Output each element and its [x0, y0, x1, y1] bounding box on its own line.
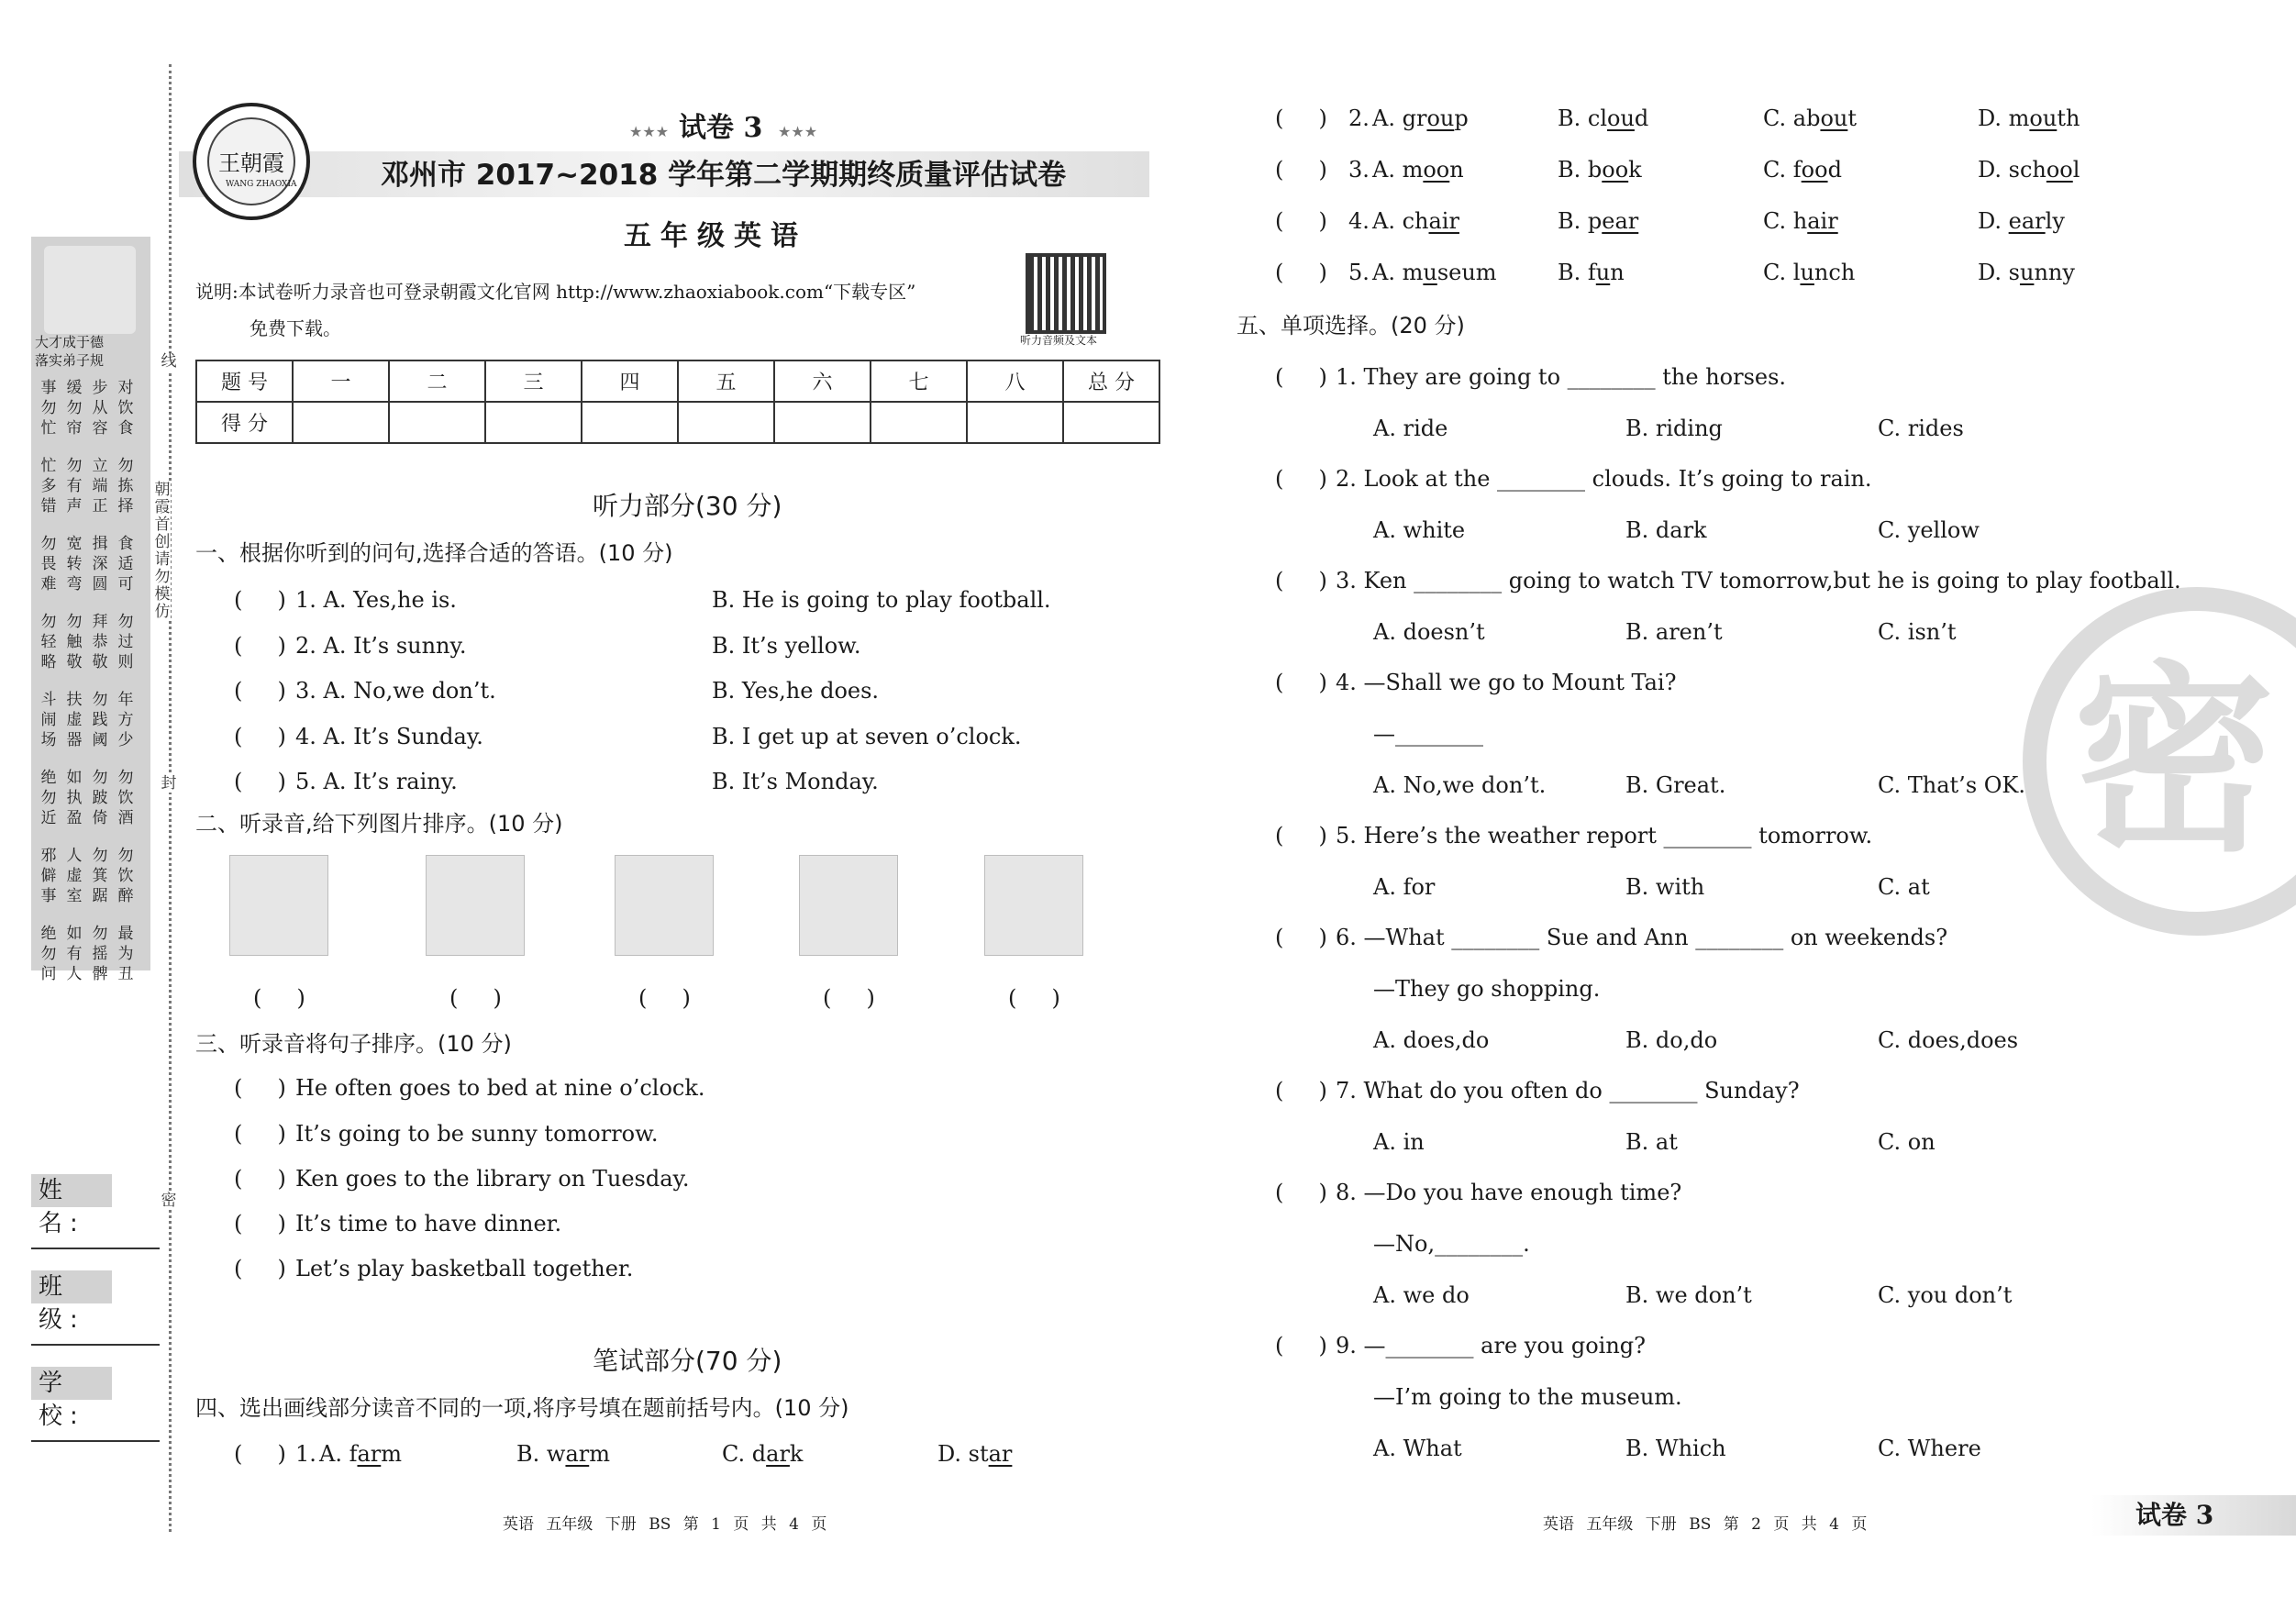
option-b: B. I get up at seven o’clock.: [712, 724, 1022, 749]
motto-column: 勿践阈: [92, 691, 108, 749]
question-text: 9. —________ are you going?: [1336, 1333, 1647, 1359]
phonics-option: [1372, 208, 1459, 234]
word-part: A. m: [1372, 260, 1424, 285]
word-part: ly: [2045, 208, 2065, 234]
word-part: nch: [1814, 260, 1856, 285]
phonics-option: [1763, 208, 1838, 234]
sentence: It’s time to have dinner.: [295, 1211, 562, 1237]
underlined-letters: ou: [1607, 105, 1635, 131]
answer-bracket[interactable]: ( ): [234, 1075, 286, 1101]
word-part: A. gr: [1372, 105, 1427, 131]
score-table-cell: 五: [678, 360, 774, 402]
underlined-letters: ar: [357, 1441, 382, 1467]
motto-column: 食适可: [117, 535, 134, 593]
class-line[interactable]: [31, 1344, 160, 1346]
phonics-option: [1978, 260, 2075, 285]
listening-title: 听力部分(30 分): [593, 491, 782, 521]
word-part: th: [2057, 105, 2080, 131]
choice-b: B. Great.: [1625, 772, 1726, 798]
answer-bracket[interactable]: ( ): [234, 633, 286, 659]
dialogue-line: —No,________.: [1373, 1231, 1530, 1257]
word-part: D. s: [1978, 260, 2020, 285]
choice-b: B. Which: [1625, 1436, 1726, 1461]
answer-bracket[interactable]: ( ): [234, 1441, 286, 1467]
word-part: D. m: [1978, 105, 2030, 131]
underlined-letters: u: [2019, 260, 2035, 285]
phonics-option: [1558, 208, 1638, 234]
score-table-cell: 三: [485, 360, 582, 402]
phonics-option: [722, 1441, 803, 1467]
binding-mark-bottom: 密: [161, 1192, 177, 1210]
choice-b: B. riding: [1625, 416, 1723, 441]
underlined-letters: ar: [565, 1441, 590, 1467]
motto-column: 勿饮酒: [117, 769, 134, 827]
word-part: A. f: [319, 1441, 358, 1467]
option-a: 5. A. It’s rainy.: [295, 769, 458, 794]
section-3-heading: 三、听录音将句子排序。(10 分): [195, 1031, 512, 1057]
written-title: 笔试部分(70 分): [593, 1346, 782, 1376]
option-b: B. It’s Monday.: [712, 769, 879, 794]
phonics-option: [1978, 157, 2080, 183]
exam-subject: 五年级英语: [624, 220, 807, 252]
motto-column: 如执盈: [66, 769, 83, 827]
motto-column: 忙多错: [40, 457, 57, 516]
section-1-heading: 一、根据你听到的问句,选择合适的答语。(10 分): [195, 540, 673, 566]
answer-bracket[interactable]: ( ): [234, 587, 286, 613]
answer-bracket[interactable]: ( ): [1275, 568, 1327, 593]
motto-column: 勿饮醉: [117, 847, 134, 905]
word-part: d: [1634, 105, 1649, 131]
motto-column: 勿拣择: [117, 457, 134, 516]
answer-bracket[interactable]: ( ): [234, 1121, 286, 1147]
dialogue-line: —________: [1373, 721, 1483, 747]
motto-column: 邪僻事: [40, 847, 57, 905]
footer-right: 英语 五年级 下册 BS 第 2 页 共 4 页: [1543, 1515, 1868, 1534]
answer-bracket[interactable]: ( ): [1275, 105, 1327, 131]
name-label: 姓 名:: [31, 1174, 112, 1207]
motto-column: 勿摇髀: [92, 925, 108, 983]
motto-column: 对饮食: [117, 379, 134, 438]
phonics-option: [1372, 157, 1464, 183]
underlined-letters: oo: [1423, 157, 1450, 183]
word-part: k: [789, 1441, 804, 1467]
score-table-cell: 七: [871, 360, 967, 402]
underlined-letters: ar: [766, 1441, 790, 1467]
choice-a: A. we do: [1373, 1282, 1470, 1308]
choice-a: A. ride: [1373, 416, 1448, 441]
phonics-option: [516, 1441, 610, 1467]
score-cell[interactable]: [485, 402, 582, 443]
phonics-option: [1978, 208, 2065, 234]
answer-bracket[interactable]: ( ): [1275, 208, 1327, 234]
word-part: A. m: [1372, 157, 1424, 183]
answer-bracket[interactable]: ( ): [1275, 823, 1327, 848]
motto-column: 勿过则: [117, 613, 134, 671]
option-b: B. He is going to play football.: [712, 587, 1051, 613]
motto-column: 人虚室: [66, 847, 83, 905]
choice-c: C. isn’t: [1878, 619, 1957, 645]
option-a: 4. A. It’s Sunday.: [295, 724, 483, 749]
word-part: d: [1827, 157, 1842, 183]
score-table-header-row: [196, 360, 1159, 402]
question-number: 3.: [1348, 157, 1370, 183]
score-cell[interactable]: [389, 402, 485, 443]
answer-bracket[interactable]: ( ): [1275, 260, 1327, 285]
motto-column: 勿触敬: [66, 613, 83, 671]
motto-column: 缓勿帘: [66, 379, 83, 438]
picture-answer-bracket[interactable]: ( ): [823, 985, 875, 1011]
motto-column: 勿有声: [66, 457, 83, 516]
word-part: seum: [1436, 260, 1497, 285]
phonics-option: [937, 1441, 1012, 1467]
word-part: t: [1847, 105, 1857, 131]
word-part: n: [1610, 260, 1625, 285]
choice-b: B. at: [1625, 1129, 1678, 1155]
phonics-option: [1763, 260, 1855, 285]
word-part: B. b: [1558, 157, 1603, 183]
word-part: D. st: [937, 1441, 989, 1467]
word-part: l: [2072, 157, 2080, 183]
underlined-letters: ear: [2008, 208, 2046, 234]
phonics-option: [1558, 157, 1642, 183]
score-table-score-row: [196, 402, 1159, 443]
answer-bracket[interactable]: ( ): [234, 1256, 286, 1281]
sidebar-motto-bottom: 落实弟子规: [35, 352, 105, 369]
choice-a: A. What: [1373, 1436, 1462, 1461]
picture-answer-bracket[interactable]: ( ): [253, 985, 305, 1011]
phonics-option: [1558, 105, 1648, 131]
word-part: B. f: [1558, 260, 1596, 285]
note-line-1: 说明:本试卷听力录音也可登录朝霞文化官网 http://www.zhaoxiabook.com“下载专区”: [195, 281, 916, 303]
motto-column: 斗闹场: [40, 691, 57, 749]
answer-bracket[interactable]: ( ): [1275, 1333, 1327, 1359]
choice-a: A. for: [1373, 874, 1436, 900]
choice-a: A. does,do: [1373, 1027, 1490, 1053]
score-cell[interactable]: [582, 402, 678, 443]
underlined-letters: u: [1423, 260, 1437, 285]
underlined-letters: ou: [1426, 105, 1455, 131]
choice-c: C. you don’t: [1878, 1282, 2013, 1308]
class-label: 班 级:: [31, 1270, 112, 1303]
question-text: 6. —What ________ Sue and Ann ________ on weekends?: [1336, 925, 1948, 950]
stars-left: ★★★: [629, 123, 670, 140]
score-table-cell: 一: [293, 360, 389, 402]
word-part: p: [1454, 105, 1469, 131]
score-table-cell: 八: [967, 360, 1063, 402]
underlined-letters: oo: [2046, 157, 2073, 183]
answer-bracket[interactable]: ( ): [1275, 157, 1327, 183]
motto-column: 事勿忙: [40, 379, 57, 438]
section-2-heading: 二、听录音,给下列图片排序。(10 分): [195, 811, 563, 837]
picture-answer-bracket[interactable]: ( ): [449, 985, 502, 1011]
binding-notice: 朝霞首创 请勿模仿: [154, 481, 171, 621]
picture-teacher-and-class: [799, 855, 898, 956]
word-part: D. sch: [1978, 157, 2046, 183]
sentence: Let’s play basketball together.: [295, 1256, 634, 1281]
choice-a: A. white: [1373, 517, 1466, 543]
score-table-cell: 二: [389, 360, 485, 402]
answer-bracket[interactable]: ( ): [234, 769, 286, 794]
word-part: nny: [2034, 260, 2075, 285]
word-part: C. d: [722, 1441, 767, 1467]
score-table-cell: 总 分: [1063, 360, 1159, 402]
option-a: 1. A. Yes,he is.: [295, 587, 457, 613]
binding-mark-middle: 封: [161, 774, 177, 793]
phonics-option: [1372, 105, 1469, 131]
scholar-illustration: [44, 246, 136, 334]
option-b: B. Yes,he does.: [712, 678, 880, 704]
choice-c: C. on: [1878, 1129, 1936, 1155]
choice-c: C. yellow: [1878, 517, 1980, 543]
answer-bracket[interactable]: ( ): [1275, 670, 1327, 695]
picture-kids-playing-football: [984, 855, 1083, 956]
score-cell[interactable]: [967, 402, 1063, 443]
motto-column: 步从容: [92, 379, 108, 438]
binding-mark-top: 线: [161, 352, 177, 371]
motto-column: 揖深圆: [92, 535, 108, 593]
choice-c: C. That’s OK.: [1878, 772, 2025, 798]
word-part: B. p: [1558, 208, 1603, 234]
stars-right: ★★★: [778, 123, 818, 140]
score-cell[interactable]: [1063, 402, 1159, 443]
motto-column: 绝勿问: [40, 925, 57, 983]
picture-answer-bracket[interactable]: ( ): [1008, 985, 1060, 1011]
choice-b: B. we don’t: [1625, 1282, 1752, 1308]
answer-bracket[interactable]: ( ): [1275, 925, 1327, 950]
question-text: 3. Ken ________ going to watch TV tomorrow,but he is going to play football.: [1336, 568, 2181, 593]
underlined-letters: ear: [1602, 208, 1639, 234]
question-number: 2.: [1348, 105, 1370, 131]
choice-b: B. with: [1625, 874, 1705, 900]
choice-a: A. No,we don’t.: [1373, 772, 1547, 798]
section-5-heading: 五、单项选择。(20 分): [1237, 313, 1465, 338]
score-cell[interactable]: [293, 402, 389, 443]
score-cell[interactable]: [871, 402, 967, 443]
sentence: Ken goes to the library on Tuesday.: [295, 1166, 690, 1192]
underlined-letters: oo: [1801, 157, 1828, 183]
score-table-cell: 六: [774, 360, 871, 402]
word-part: B. cl: [1558, 105, 1608, 131]
score-cell[interactable]: [774, 402, 871, 443]
question-text: 1. They are going to ________ the horses.: [1336, 364, 1787, 390]
choice-b: B. aren’t: [1625, 619, 1723, 645]
word-part: A. ch: [1372, 208, 1429, 234]
word-part: C. ab: [1763, 105, 1821, 131]
footer-tag: 试卷 3: [2135, 1500, 2214, 1530]
exam-title: 邓州市 2017~2018 学年第二学期期终质量评估试卷: [381, 159, 1067, 192]
answer-bracket[interactable]: ( ): [234, 1211, 286, 1237]
phonics-option: [319, 1441, 402, 1467]
watermark-seal-char: 密: [2073, 644, 2276, 879]
underlined-letters: u: [1800, 260, 1814, 285]
question-number: 1.: [295, 1441, 316, 1467]
qr-caption: 听力音频及文本: [1020, 334, 1098, 347]
publisher-logo-text: 王朝霞: [207, 117, 295, 205]
underlined-letters: oo: [1602, 157, 1629, 183]
answer-bracket[interactable]: ( ): [1275, 1078, 1327, 1103]
motto-column: 立端正: [92, 457, 108, 516]
phonics-option: [1763, 157, 1842, 183]
school-line[interactable]: [31, 1440, 160, 1442]
choice-c: C. rides: [1878, 416, 1964, 441]
option-a: 3. A. No,we don’t.: [295, 678, 496, 704]
choice-c: C. at: [1878, 874, 1930, 900]
motto-column: 宽转弯: [66, 535, 83, 593]
publisher-logo-sub: WANG ZHAOXIA: [226, 180, 297, 189]
underlined-letters: ar: [988, 1441, 1013, 1467]
question-number: 5.: [1348, 260, 1370, 285]
answer-bracket[interactable]: ( ): [234, 724, 286, 749]
answer-bracket[interactable]: ( ): [234, 1166, 286, 1192]
motto-column: 如有人: [66, 925, 83, 983]
underlined-letters: air: [1428, 208, 1459, 234]
picture-child-cleaning: [426, 855, 525, 956]
underlined-letters: ou: [2029, 105, 2058, 131]
motto-column: 扶虚器: [66, 691, 83, 749]
sentence: He often goes to bed at nine o’clock.: [295, 1075, 705, 1101]
score-table-cell: 题 号: [196, 360, 293, 402]
note-line-2: 免费下载。: [250, 317, 341, 339]
motto-column: 年方少: [117, 691, 134, 749]
motto-column: 勿跛倚: [92, 769, 108, 827]
school-label: 学 校:: [31, 1367, 112, 1400]
phonics-option: [1763, 105, 1857, 131]
option-a: 2. A. It’s sunny.: [295, 633, 467, 659]
choice-a: A. in: [1373, 1129, 1425, 1155]
question-text: 2. Look at the ________ clouds. It’s going to rain.: [1336, 466, 1872, 492]
underlined-letters: air: [1807, 208, 1838, 234]
word-part: C. l: [1763, 260, 1801, 285]
score-table: [195, 360, 1160, 444]
qr-code[interactable]: [1026, 253, 1106, 334]
question-text: 7. What do you often do ________ Sunday?: [1336, 1078, 1800, 1103]
exam-number: 试卷 3: [679, 112, 763, 144]
motto-column: 拜恭敬: [92, 613, 108, 671]
sentence: It’s going to be sunny tomorrow.: [295, 1121, 659, 1147]
score-cell[interactable]: [678, 402, 774, 443]
option-b: B. It’s yellow.: [712, 633, 861, 659]
section-4-heading: 四、选出画线部分读音不同的一项,将序号填在题前括号内。(10 分): [195, 1395, 849, 1421]
name-line[interactable]: [31, 1248, 160, 1249]
picture-girl-studying-at-desk: [615, 855, 714, 956]
sidebar-motto-top: 大才成于德: [35, 334, 105, 350]
score-table-cell: 四: [582, 360, 678, 402]
motto-column: 勿畏难: [40, 535, 57, 593]
choice-b: B. dark: [1625, 517, 1707, 543]
motto-column: 绝勿近: [40, 769, 57, 827]
answer-bracket[interactable]: ( ): [1275, 364, 1327, 390]
choice-c: C. does,does: [1878, 1027, 2019, 1053]
question-text: 8. —Do you have enough time?: [1336, 1180, 1682, 1205]
word-part: m: [589, 1441, 610, 1467]
footer-left: 英语 五年级 下册 BS 第 1 页 共 4 页: [503, 1515, 827, 1534]
question-number: 4.: [1348, 208, 1370, 234]
dialogue-line: —They go shopping.: [1373, 976, 1601, 1002]
word-part: D.: [1978, 208, 2009, 234]
picture-children-at-market: [229, 855, 328, 956]
question-text: 4. —Shall we go to Mount Tai?: [1336, 670, 1677, 695]
word-part: C. h: [1763, 208, 1808, 234]
choice-b: B. do,do: [1625, 1027, 1718, 1053]
underlined-letters: ou: [1820, 105, 1848, 131]
word-part: C. f: [1763, 157, 1802, 183]
phonics-option: [1372, 260, 1497, 285]
phonics-option: [1978, 105, 2080, 131]
phonics-option: [1558, 260, 1625, 285]
answer-bracket[interactable]: ( ): [234, 678, 286, 704]
question-text: 5. Here’s the weather report ________ tomorrow.: [1336, 823, 1873, 848]
answer-bracket[interactable]: ( ): [1275, 1180, 1327, 1205]
underlined-letters: u: [1595, 260, 1611, 285]
picture-answer-bracket[interactable]: ( ): [638, 985, 691, 1011]
score-label: 得 分: [196, 402, 293, 443]
word-part: k: [1628, 157, 1642, 183]
answer-bracket[interactable]: ( ): [1275, 466, 1327, 492]
motto-column: 勿箕踞: [92, 847, 108, 905]
choice-a: A. doesn’t: [1373, 619, 1485, 645]
dialogue-line: —I’m going to the museum.: [1373, 1384, 1682, 1410]
word-part: m: [381, 1441, 403, 1467]
choice-c: C. Where: [1878, 1436, 1981, 1461]
word-part: B. w: [516, 1441, 566, 1467]
motto-column: 勿轻略: [40, 613, 57, 671]
binding-line: [169, 64, 172, 1532]
motto-column: 最为丑: [117, 925, 134, 983]
word-part: n: [1449, 157, 1464, 183]
